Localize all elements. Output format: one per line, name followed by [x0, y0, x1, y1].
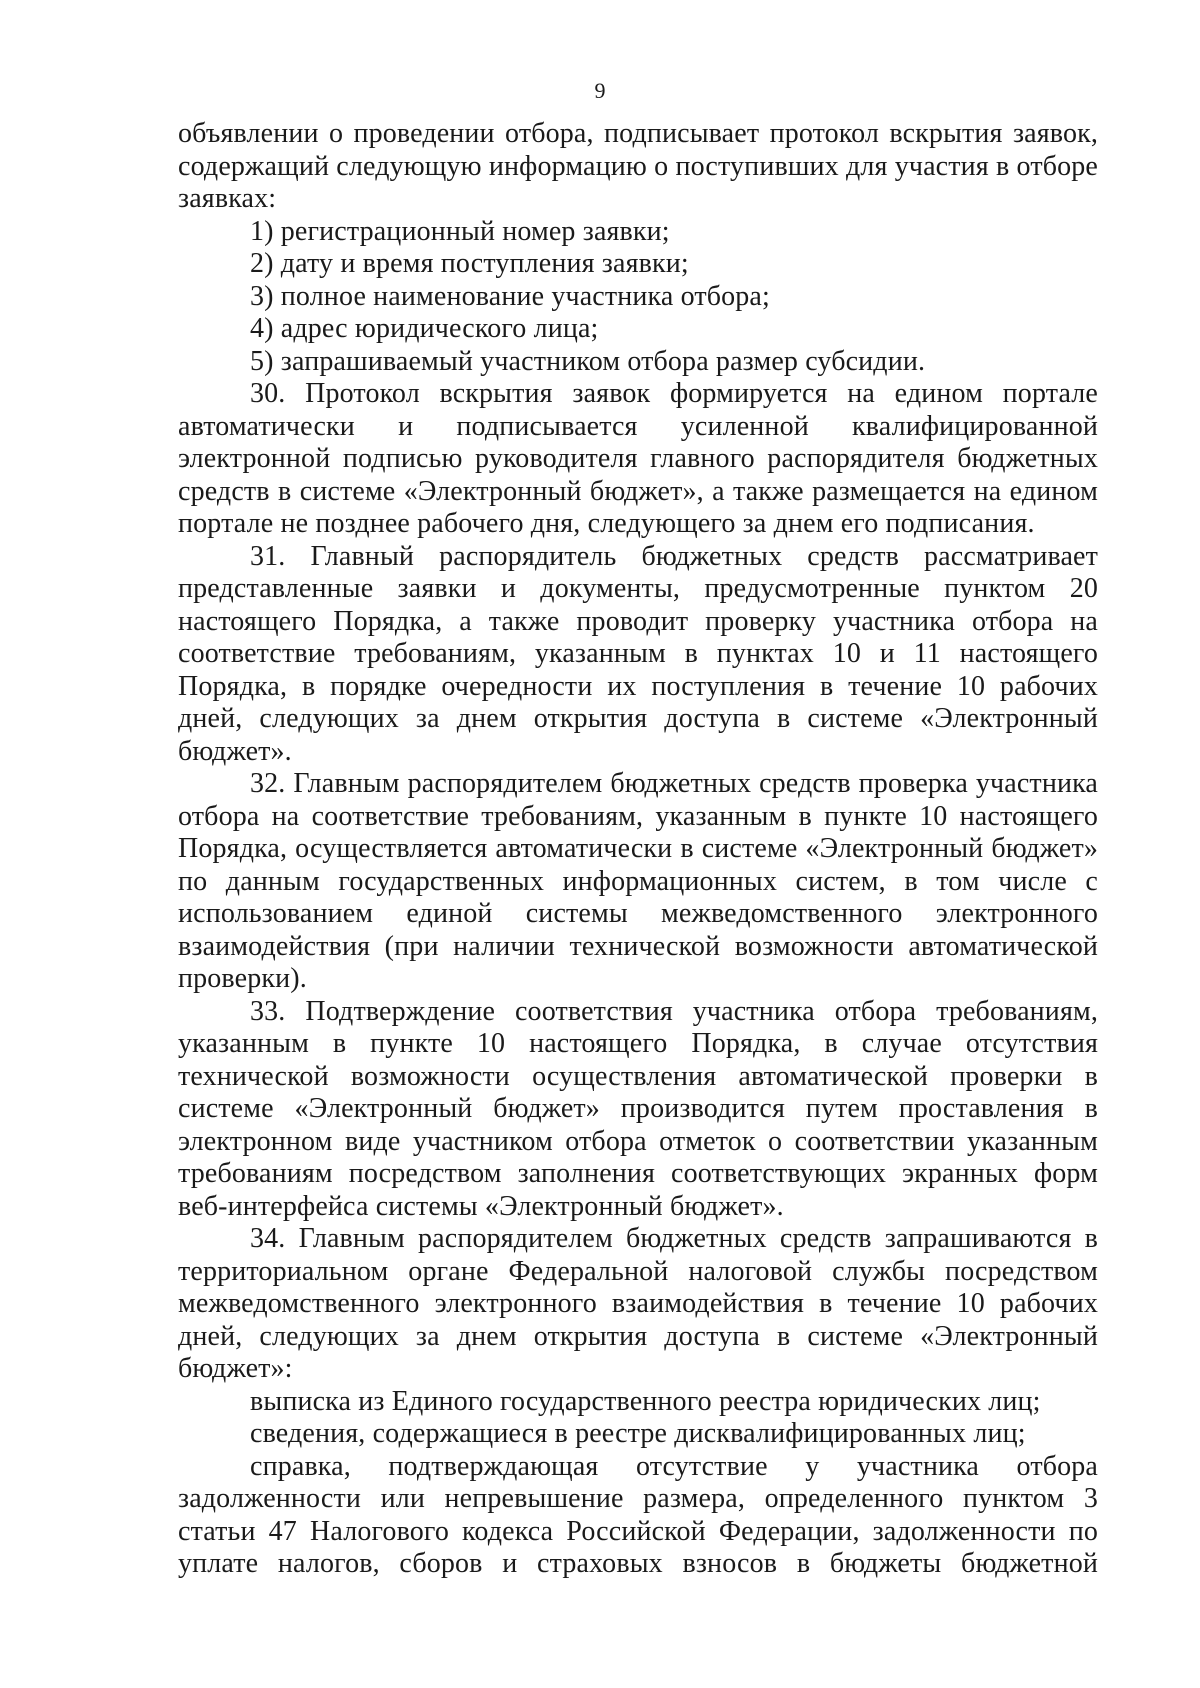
- clause-32: 32. Главным распорядителем бюджетных средств проверка участника отбора на соответствие требованиям, указанным в пункте 10 настоящего Порядка, осуществляется автоматически в системе «Электронный бюджет» по данным государственных информационных систем, в том числе с использованием единой системы межведомственного электронного взаимодействия (при наличии технической возможности автоматической проверки).: [178, 768, 1098, 994]
- clause-34: 34. Главным распорядителем бюджетных средств запрашиваются в территориальном органе Федеральной налоговой службы посредством межведомственного электронного взаимодействия в течение 10 рабочих дней, следующих за днем открытия доступа в системе «Электронный бюджет»:: [178, 1223, 1098, 1384]
- list-item-4: 4) адрес юридического лица;: [250, 313, 599, 344]
- clause-34-item-disqualified: сведения, содержащиеся в реестре дисквалифицированных лиц;: [250, 1418, 1026, 1449]
- clause-33: 33. Подтверждение соответствия участника отбора требованиям, указанным в пункте 10 настоящего Порядка, в случае отсутствия технической возможности осуществления автоматической проверки в системе «Электронный бюджет» производится путем проставления в электронном виде участником отбора отметок о соответствии указанным требованиям посредством заполнения соответствующих экранных форм веб-интерфейса системы «Электронный бюджет».: [178, 995, 1098, 1222]
- list-item-1: 1) регистрационный номер заявки;: [250, 215, 670, 247]
- document-body: [178, 118, 1098, 1581]
- paragraph-intro-continuation: объявлении о проведении отбора, подписывает протокол вскрытия заявок, содержащий следующую информацию о поступивших для участия в отборе заявках:: [178, 118, 1098, 214]
- list-item-3: 3) полное наименование участника отбора;: [250, 280, 770, 312]
- clause-30: 30. Протокол вскрытия заявок формируется на едином портале автоматически и подписывается усиленной квалифицированной электронной подписью руководителя главного распорядителя бюджетных средств в системе «Электронный бюджет», а также размещается на едином портале не позднее рабочего дня, следующего за днем его подписания.: [178, 378, 1098, 539]
- page-number: 9: [594, 78, 606, 103]
- list-item-2: 2) дату и время поступления заявки;: [250, 248, 689, 279]
- clause-34-item-extract: выписка из Единого государственного реестра юридических лиц;: [250, 1385, 1041, 1417]
- clause-34-item-tax-certificate: справка, подтверждающая отсутствие у участника отбора задолженности или непревышение размера, определенного пунктом 3 статьи 47 Налогового кодекса Российской Федерации, задолженности по уплате налогов, сборов и страховых взносов в бюджеты бюджетной: [178, 1450, 1098, 1579]
- clause-31: 31. Главный распорядитель бюджетных средств рассматривает представленные заявки и документы, предусмотренные пунктом 20 настоящего Порядка, а также проводит проверку участника отбора на соответствие требованиям, указанным в пунктах 10 и 11 настоящего Порядка, в порядке очередности их поступления в течение 10 рабочих дней, следующих за днем открытия доступа в системе «Электронный бюджет».: [178, 540, 1098, 767]
- list-item-5: 5) запрашиваемый участником отбора размер субсидии.: [250, 345, 926, 377]
